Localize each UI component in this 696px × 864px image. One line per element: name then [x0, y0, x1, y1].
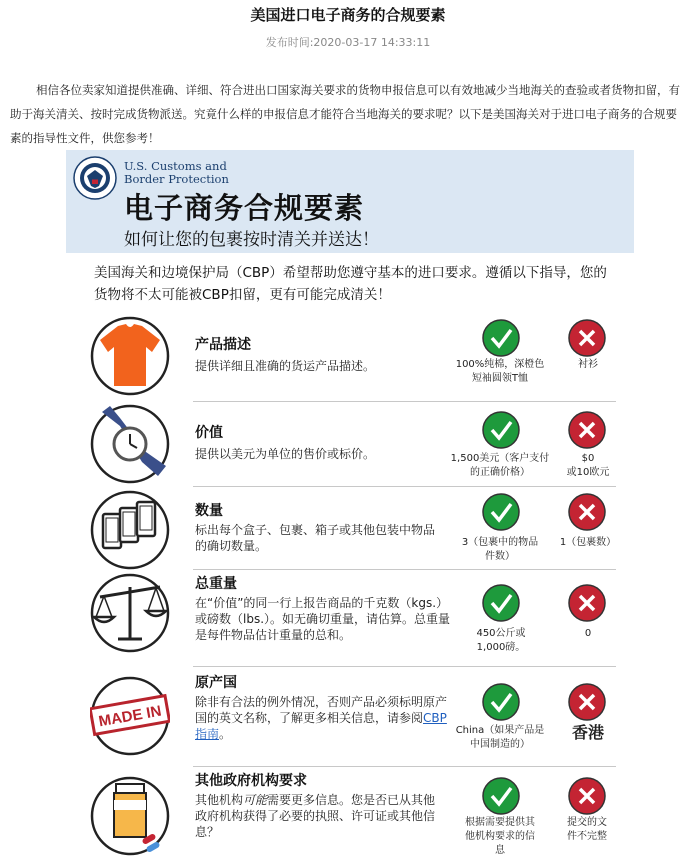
row-quantity: [90, 490, 616, 570]
row-heading: 价值: [195, 425, 223, 441]
bad-example-line1: $0: [581, 453, 595, 464]
row-heading: 原产国: [195, 675, 237, 691]
agency-name: [124, 160, 229, 186]
check-icon: [481, 492, 521, 532]
intro-paragraph: 相信各位卖家知道提供准确、详细、符合进出口国家海关要求的货物申报信息可以有效地减少当地海关的查验或者货物扣留，有助于海关清关、按时完成货物派送。究竟什么样的申报信息才能符合当地海关的要求呢？以下是美国海关对于进口电子商务的合规要素的指导性文件，供您参考！: [10, 83, 680, 145]
row-divider: [193, 486, 616, 487]
dhs-seal-icon: [73, 156, 117, 200]
row-description: 标出每个盒子、包裹、箱子或其他包装中物品的确切数量。: [195, 523, 436, 553]
made-in-stamp-icon: [90, 676, 170, 756]
stamp-text: MADE IN: [97, 702, 163, 731]
banner-title: 电子商务合规要素: [124, 191, 365, 225]
row-description: 提供详细且准确的货运产品描述。: [195, 359, 376, 373]
row-heading: 产品描述: [195, 337, 251, 353]
wristwatch-icon: [90, 404, 170, 484]
row-other-agency-requirements: [90, 770, 616, 856]
cross-icon: [567, 318, 607, 358]
article-title: 美国进口电子商务的合规要素: [250, 6, 446, 24]
bad-example: 香港: [571, 723, 604, 742]
lead-paragraph: 美国海关和边境保护局（CBP）希望帮助您遵守基本的进口要求。遵循以下指导，您的货物将不太可能被CBP扣留，更有可能完成清关！: [94, 265, 607, 303]
bad-example: [552, 452, 624, 480]
row-divider: [193, 666, 616, 667]
row-gross-weight: [90, 573, 616, 653]
publish-date: 发布时间:2020-03-17 14:33:11: [265, 36, 431, 49]
description-end: 需要更多信息。您是否已从其他政府机构获得了必要的执照、许可证或其他信息？: [195, 793, 436, 839]
bad-example-line2: 或10欧元: [566, 467, 610, 478]
row-divider: [193, 766, 616, 767]
t-shirt-icon: [90, 316, 170, 396]
description-emphasis: 可能: [243, 793, 268, 807]
check-icon: [481, 318, 521, 358]
mobile-phones-icon: [90, 490, 170, 570]
good-example: China（如果产品是中国制造的）: [455, 725, 545, 750]
row-value: [90, 404, 616, 484]
description-text: 其他机构: [195, 793, 244, 807]
cross-icon: [567, 776, 607, 816]
balance-scale-icon: [90, 573, 170, 653]
banner-subtitle: 如何让您的包裹按时清关并送达！: [124, 230, 379, 250]
row-country-of-origin: [90, 672, 616, 752]
good-example: 3（包裹中的物品件数）: [461, 537, 539, 562]
good-example: 根据需要提供其他机构要求的信息: [465, 817, 535, 856]
row-description: 提供以美元为单位的售价或标价。: [195, 447, 376, 461]
check-icon: [481, 410, 521, 450]
medicine-bottle-icon: [90, 776, 170, 856]
bad-example: 0: [584, 628, 592, 639]
check-icon: [481, 583, 521, 623]
cross-icon: [567, 492, 607, 532]
description-text: 除非有合法的例外情况，否则产品必须标明原产国的英文名称，了解更多相关信息，请参阅: [195, 695, 448, 725]
row-description: [195, 694, 457, 742]
row-heading: 其他政府机构要求: [195, 773, 307, 789]
bad-example: 提交的文件不完整: [567, 817, 607, 842]
bad-example: 衬衫: [578, 359, 598, 370]
row-divider: [193, 569, 616, 570]
description-end: 。: [219, 727, 232, 741]
cbp-banner: [66, 150, 634, 253]
row-heading: 数量: [195, 503, 223, 519]
cross-icon: [567, 583, 607, 623]
row-divider: [193, 401, 616, 402]
good-example: 450公斤或1,000磅。: [476, 628, 526, 653]
row-description: 在“价值”的同一行上报告商品的千克数（kgs.）或磅数（lbs.）。如无确切重量，请估算。总重量是每件物品估计重量的总和。: [195, 596, 451, 642]
cbp-guide-link[interactable]: CBP指南: [195, 711, 447, 741]
row-description: [195, 792, 445, 840]
agency-name-line2: Border Protection: [124, 172, 229, 186]
cross-icon: [567, 682, 607, 722]
agency-name-line1: U.S. Customs and: [124, 159, 227, 173]
good-example: 1,500美元（客户支付的正确价格）: [450, 453, 550, 478]
row-heading: 总重量: [195, 576, 237, 592]
row-product-description: [90, 316, 616, 396]
good-example: 100%纯棉，深橙色短袖圆领T恤: [455, 359, 545, 384]
cross-icon: [567, 410, 607, 450]
check-icon: [481, 776, 521, 816]
bad-example: 1（包裹数）: [559, 537, 617, 548]
check-icon: [481, 682, 521, 722]
